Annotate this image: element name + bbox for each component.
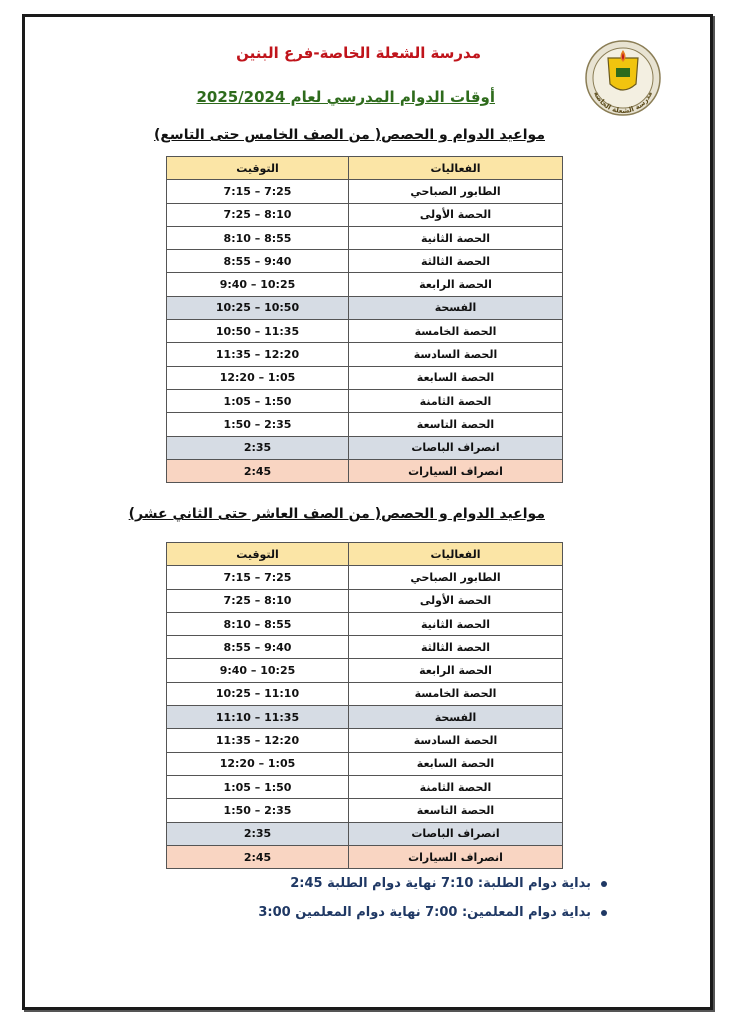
time-cell: 1:50 – 2:35 (167, 413, 349, 436)
activity-cell: الحصة الثانية (349, 226, 563, 249)
activity-cell: الحصة الأولى (349, 589, 563, 612)
time-cell: 8:10 – 8:55 (167, 226, 349, 249)
time-cell: 8:10 – 8:55 (167, 612, 349, 635)
note-text: بداية دوام المعلمين: 7:00 نهاية دوام المعلمين 3:00 (258, 905, 591, 920)
schedule-table-grades-10-12 (166, 542, 563, 869)
time-cell: 11:10 – 11:35 (167, 706, 349, 729)
time-cell: 2:45 (167, 459, 349, 482)
table-row (167, 250, 563, 273)
table-row (167, 226, 563, 249)
notes-list (258, 876, 607, 934)
column-header-activities: الفعاليات (349, 157, 563, 180)
activity-cell: الحصة التاسعة (349, 413, 563, 436)
table-row (167, 343, 563, 366)
time-cell: 2:35 (167, 436, 349, 459)
section2-title: مواعيد الدوام و الحصص( من الصف العاشر حتى الثاني عشر) (128, 506, 545, 522)
table-row (167, 752, 563, 775)
table-row (167, 659, 563, 682)
table-row (167, 775, 563, 798)
activity-cell: الطابور الصباحي (349, 180, 563, 203)
activity-cell: الحصة الثالثة (349, 636, 563, 659)
activity-cell: الحصة الرابعة (349, 659, 563, 682)
table-row (167, 636, 563, 659)
time-cell: 2:35 (167, 822, 349, 845)
bullet-icon (601, 881, 607, 887)
school-logo (580, 38, 666, 118)
activity-cell: الحصة السابعة (349, 752, 563, 775)
table-row (167, 320, 563, 343)
column-header-activities: الفعاليات (349, 543, 563, 566)
table-row (167, 612, 563, 635)
activity-cell: الفسحة (349, 296, 563, 319)
time-cell: 12:20 – 1:05 (167, 366, 349, 389)
time-cell: 10:25 – 11:10 (167, 682, 349, 705)
table-header-row (167, 157, 563, 180)
column-header-time: التوقيت (167, 157, 349, 180)
table-row (167, 566, 563, 589)
activity-cell: الحصة الثامنة (349, 775, 563, 798)
time-cell: 10:25 – 10:50 (167, 296, 349, 319)
table-row (167, 413, 563, 436)
section1-title: مواعيد الدوام و الحصص( من الصف الخامس حتى التاسع) (153, 127, 545, 143)
time-cell: 2:45 (167, 845, 349, 868)
time-cell: 7:25 – 8:10 (167, 203, 349, 226)
time-cell: 10:50 – 11:35 (167, 320, 349, 343)
time-cell: 1:50 – 2:35 (167, 799, 349, 822)
logo-text: مدرسة الشعلة الخاصة (592, 90, 654, 116)
school-name: مدرسة الشعلة الخاصة-فرع البنين (236, 44, 481, 62)
school-hours-title: أوقات الدوام المدرسي لعام 2025/2024 (196, 88, 495, 106)
activity-cell: الفسحة (349, 706, 563, 729)
note-student-hours (258, 876, 607, 891)
time-cell: 12:20 – 1:05 (167, 752, 349, 775)
activity-cell: الحصة الثالثة (349, 250, 563, 273)
activity-cell: الحصة الأولى (349, 203, 563, 226)
activity-cell: الحصة السادسة (349, 343, 563, 366)
table-row (167, 180, 563, 203)
table-row (167, 845, 563, 868)
column-header-time: التوقيت (167, 543, 349, 566)
table-row (167, 273, 563, 296)
activity-cell: الحصة الثانية (349, 612, 563, 635)
table-row (167, 296, 563, 319)
activity-cell: الحصة الخامسة (349, 682, 563, 705)
time-cell: 1:05 – 1:50 (167, 775, 349, 798)
table-row (167, 706, 563, 729)
table-row (167, 203, 563, 226)
time-cell: 11:35 – 12:20 (167, 729, 349, 752)
table-row (167, 459, 563, 482)
table-row (167, 589, 563, 612)
activity-cell: انصراف الباصات (349, 436, 563, 459)
time-cell: 8:55 – 9:40 (167, 250, 349, 273)
time-cell: 7:25 – 8:10 (167, 589, 349, 612)
table-row (167, 729, 563, 752)
activity-cell: الحصة التاسعة (349, 799, 563, 822)
schedule-table-grades-5-9 (166, 156, 563, 483)
time-cell: 11:35 – 12:20 (167, 343, 349, 366)
time-cell: 8:55 – 9:40 (167, 636, 349, 659)
activity-cell: الطابور الصباحي (349, 566, 563, 589)
activity-cell: الحصة الرابعة (349, 273, 563, 296)
activity-cell: الحصة الثامنة (349, 389, 563, 412)
table-row (167, 799, 563, 822)
activity-cell: انصراف الباصات (349, 822, 563, 845)
time-cell: 9:40 – 10:25 (167, 273, 349, 296)
time-cell: 1:05 – 1:50 (167, 389, 349, 412)
table-row (167, 389, 563, 412)
table-row (167, 682, 563, 705)
activity-cell: الحصة السادسة (349, 729, 563, 752)
table-header-row (167, 543, 563, 566)
bullet-icon (601, 910, 607, 916)
time-cell: 7:15 – 7:25 (167, 566, 349, 589)
note-text: بداية دوام الطلبة: 7:10 نهاية دوام الطلبة 2:45 (290, 876, 591, 891)
activity-cell: انصراف السيارات (349, 459, 563, 482)
time-cell: 9:40 – 10:25 (167, 659, 349, 682)
table-row (167, 366, 563, 389)
note-teacher-hours (258, 905, 607, 920)
time-cell: 7:15 – 7:25 (167, 180, 349, 203)
activity-cell: انصراف السيارات (349, 845, 563, 868)
activity-cell: الحصة السابعة (349, 366, 563, 389)
table-row (167, 822, 563, 845)
table-row (167, 436, 563, 459)
activity-cell: الحصة الخامسة (349, 320, 563, 343)
